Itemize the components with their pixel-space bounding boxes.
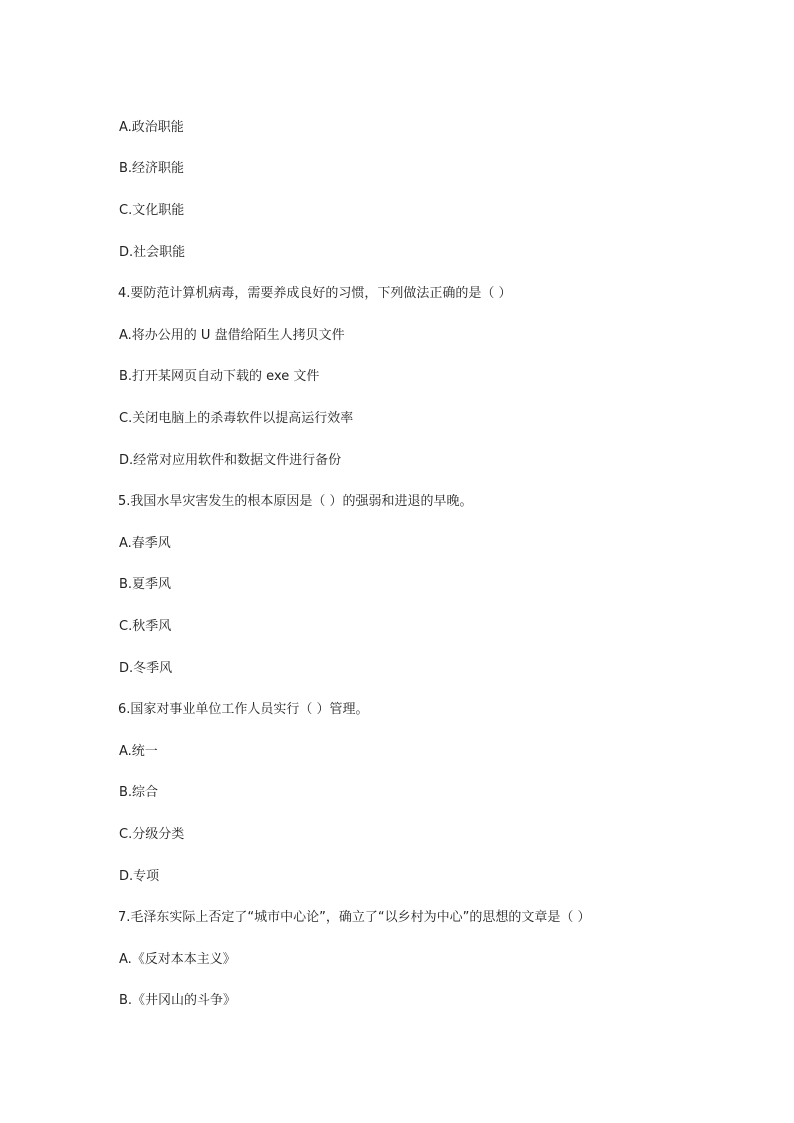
option-line: D.社会职能	[119, 245, 186, 260]
question-line: 7.毛泽东实际上否定了“城市中心论”，确立了“以乡村为中心”的思想的文章是（ ）	[118, 910, 591, 925]
option-line: C.关闭电脑上的杀毒软件以提高运行效率	[119, 411, 354, 426]
option-line: D.冬季风	[119, 661, 173, 676]
question-line: 6.国家对事业单位工作人员实行（ ）管理。	[118, 702, 369, 717]
option-line: A.《反对本本主义》	[119, 952, 236, 967]
option-line: B.打开某网页自动下载的 exe 文件	[119, 369, 320, 384]
option-line: C.文化职能	[119, 203, 185, 218]
question-line: 5.我国水旱灾害发生的根本原因是（ ）的强弱和进退的早晚。	[118, 494, 473, 509]
question-line: 4.要防范计算机病毒，需要养成良好的习惯，下列做法正确的是（ ）	[118, 286, 512, 301]
option-line: A.政治职能	[119, 120, 184, 135]
option-line: D.专项	[119, 869, 160, 884]
option-line: A.春季风	[119, 536, 171, 551]
option-line: B.综合	[119, 785, 159, 800]
option-line: D.经常对应用软件和数据文件进行备份	[119, 453, 342, 468]
option-line: C.分级分类	[119, 827, 185, 842]
option-line: B.经济职能	[119, 161, 185, 176]
option-line: B.夏季风	[119, 577, 172, 592]
option-line: B.《井冈山的斗争》	[119, 993, 237, 1008]
option-line: A.统一	[119, 744, 158, 759]
option-line: C.秋季风	[119, 619, 172, 634]
option-line: A.将办公用的 U 盘借给陌生人拷贝文件	[119, 328, 345, 343]
